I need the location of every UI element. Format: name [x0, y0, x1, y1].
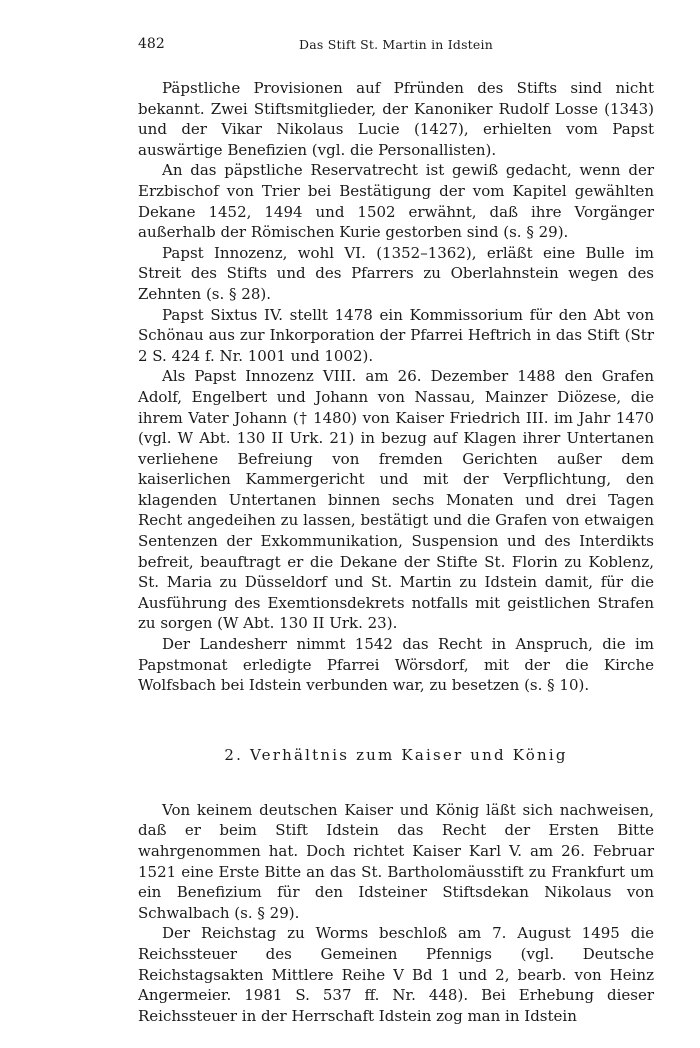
paragraph: Der Reichstag zu Worms beschloß am 7. August 1495 die Reichssteuer des Gemeinen Pfennigs (vgl. Deutsche Reichstagsakten Mittlere Reihe V Bd 1 und 2, bearb. von Heinz Angermeier. 1981 S. 537 ff. Nr. 448). Bei Erhebung dieser Reichssteuer in der Herrschaft Idstein zog man in Idstein: [138, 924, 654, 1025]
paragraph: Der Landesherr nimmt 1542 das Recht in Anspruch, die im Papstmonat erledigte Pfarrei Wörsdorf, mit der die Kirche Wolfsbach bei Idstein verbunden war, zu besetzen (s. § 10).: [138, 635, 654, 695]
body-text-bottom: [138, 800, 654, 1027]
paragraph: Als Papst Innozenz VIII. am 26. Dezember 1488 den Grafen Adolf, Engelbert und Johann von Nassau, Mainzer Diözese, die ihrem Vater Johann († 1480) von Kaiser Friedrich III. im Jahr 1470 (vgl. W Abt. 130 II Urk. 21) in bezug auf Klagen ihrer Untertanen verliehene Befreiung von fremden Gerichten außer dem kaiserlichen Kammergericht und mit der Verpflichtung, den klagenden Untertanen binnen sechs Monaten und drei Tagen Recht angedeihen zu lassen, bestätigt und die Grafen von etwaigen Sentenzen der Exkommunikation, Suspension und des Interdikts befreit, beauftragt er die Dekane der Stifte St. Florin zu Koblenz, St. Maria zu Düsseldorf und St. Martin zu Idstein damit, für die Ausführung des Exemtionsdekrets notfalls mit geistlichen Strafen zu sorgen (W Abt. 130 II Urk. 23).: [138, 367, 654, 633]
section-heading: 2. Verhältnis zum Kaiser und König: [224, 745, 568, 764]
paragraph: Papst Innozenz, wohl VI. (1352–1362), erläßt eine Bulle im Streit des Stifts und des Pfarrers zu Oberlahnstein wegen des Zehnten (s. § 28).: [138, 243, 654, 303]
paragraph: An das päpstliche Reservatrecht ist gewiß gedacht, wenn der Erzbischof von Trier bei Bestätigung der vom Kapitel gewählten Dekane 1452, 1494 und 1502 erwähnt, daß ihre Vorgänger außerhalb der Römischen Kurie gestorben sind (s. § 29).: [138, 161, 654, 242]
paragraph: Päpstliche Provisionen auf Pfründen des Stifts sind nicht bekannt. Zwei Stiftsmitglieder, der Kanoniker Rudolf Losse (1343) und der Vikar Nikolaus Lucie (1427), erhielten vom Papst auswärtige Benefizien (vgl. die Personallisten).: [138, 79, 654, 159]
document-page: [138, 36, 654, 1026]
running-title: Das Stift St. Martin in Idstein: [299, 37, 493, 52]
running-head: [138, 36, 654, 58]
paragraph: Papst Sixtus IV. stellt 1478 ein Kommissorium für den Abt von Schönau aus zur Inkorporation der Pfarrei Heftrich in das Stift (Str 2 S. 424 f. Nr. 1001 und 1002).: [138, 305, 654, 365]
page-number: 482: [138, 36, 165, 52]
paragraph: Von keinem deutschen Kaiser und König läßt sich nachweisen, daß er beim Stift Idstein das Recht der Ersten Bitte wahrgenommen hat. Doch richtet Kaiser Karl V. am 26. Februar 1521 eine Erste Bitte an das St. Bartholomäusstift zu Frankfurt um ein Benefizium für den Idsteiner Stiftsdekan Nikolaus von Schwalbach (s. § 29).: [138, 800, 654, 922]
body-text-top: [138, 78, 654, 696]
